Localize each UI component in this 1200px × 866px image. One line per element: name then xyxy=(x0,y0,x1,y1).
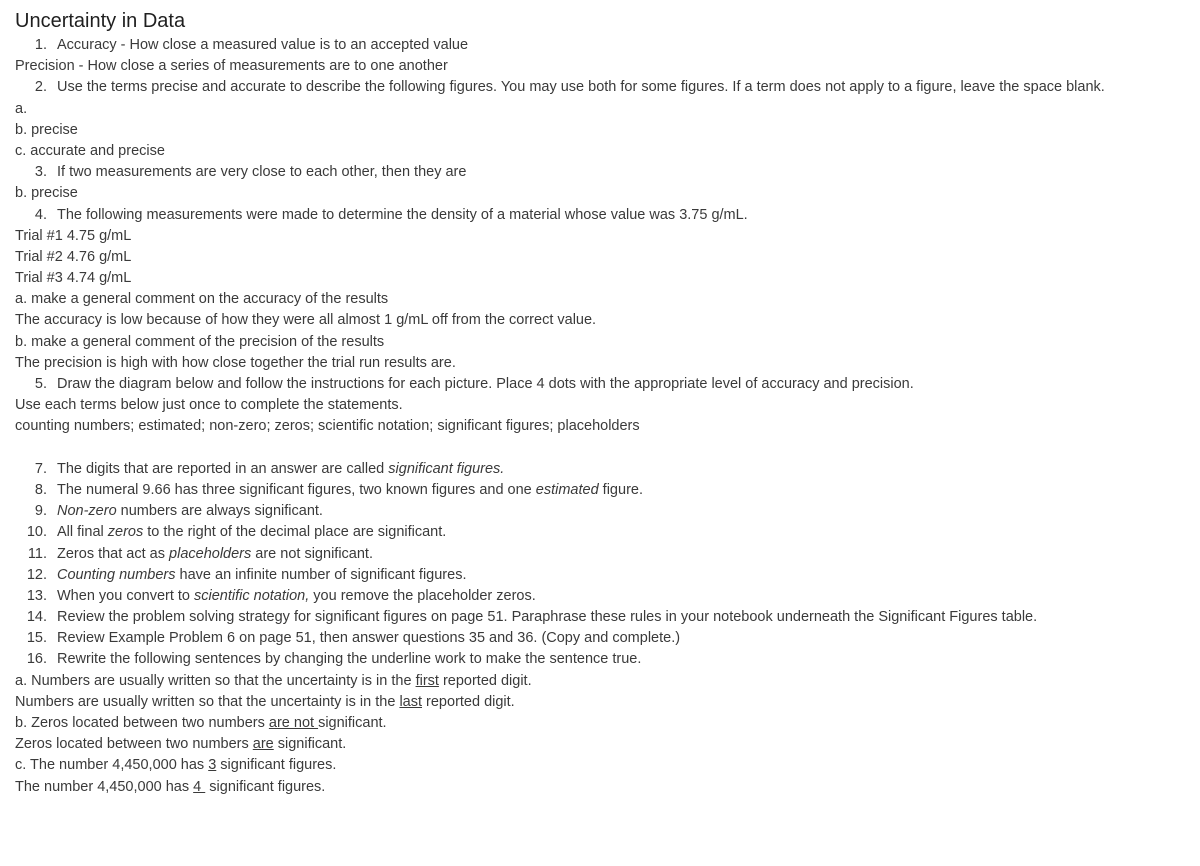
list-item-10: 10. All final zeros to the right of the decimal place are significant. xyxy=(26,524,447,541)
answer-line: a. xyxy=(15,100,28,117)
terms-list: counting numbers; estimated; non-zero; zeros; scientific notation; significant figures; placeholders xyxy=(15,418,640,435)
list-item-11: 11. Zeros that act as placeholders are not significant. xyxy=(27,545,373,562)
trial-line: Trial #1 4.75 g/mL xyxy=(15,227,132,244)
trial-line: Trial #2 4.76 g/mL xyxy=(15,248,132,265)
list-item-15: 15. Review Example Problem 6 on page 51, then answer questions 35 and 36. (Copy and complete.) xyxy=(26,630,681,647)
precision-definition: Precision - How close a series of measurements are to one another xyxy=(15,58,448,75)
list-item-2: 2. Use the terms precise and accurate to describe the following figures. You may use both for some figures. If a term does not apply to a figure, leave the space blank. xyxy=(34,79,1105,96)
question-line: a. make a general comment on the accuracy of the results xyxy=(15,291,389,308)
list-item-13: 13. When you convert to scientific notation, you remove the placeholder zeros. xyxy=(26,587,536,604)
question-line: a. Numbers are usually written so that the uncertainty is in the first reported digit. xyxy=(15,672,532,689)
answer-line: Numbers are usually written so that the uncertainty is in the last reported digit. xyxy=(15,693,515,710)
answer-line: c. accurate and precise xyxy=(15,142,165,159)
list-item-12: 12. Counting numbers have an infinite number of significant figures. xyxy=(26,566,467,583)
answer-line: The precision is high with how close together the trial run results are. xyxy=(15,354,456,371)
list-item-7: 7. The digits that are reported in an answer are called significant figures. xyxy=(34,460,505,477)
list-item-16: 16. Rewrite the following sentences by changing the underline work to make the sentence true. xyxy=(26,651,642,668)
list-item-4: 4. The following measurements were made to determine the density of a material whose value was 3.75 g/mL. xyxy=(34,206,748,223)
list-item-5: 5. Draw the diagram below and follow the instructions for each picture. Place 4 dots with the appropriate level of accuracy and precision. xyxy=(34,376,914,392)
answer-line: The number 4,450,000 has 4 significant figures. xyxy=(15,778,326,795)
answer-line: The accuracy is low because of how they were all almost 1 g/mL off from the correct value. xyxy=(15,312,597,329)
answer-line: b. precise xyxy=(15,185,78,202)
page-title: Uncertainty in Data xyxy=(15,10,186,32)
question-line: c. The number 4,450,000 has 3 significant figures. xyxy=(15,757,337,774)
list-item-8: 8. The numeral 9.66 has three significant figures, two known figures and one estimated figure. xyxy=(34,481,643,498)
list-item-9: 9. Non-zero numbers are always significant. xyxy=(34,503,323,520)
list-item-3: 3. If two measurements are very close to each other, then they are xyxy=(34,164,467,181)
list-item-1: 1. Accuracy - How close a measured value is to an accepted value xyxy=(34,37,469,53)
question-line: b. make a general comment of the precision of the results xyxy=(15,333,385,350)
trial-line: Trial #3 4.74 g/mL xyxy=(15,270,132,287)
list-item-14: 14. Review the problem solving strategy for significant figures on page 51. Paraphrase these rules in your notebook underneath the Significant Figures table. xyxy=(26,609,1038,626)
answer-line: Zeros located between two numbers are significant. xyxy=(15,736,347,753)
question-line: b. Zeros located between two numbers are not significant. xyxy=(15,715,387,731)
answer-line: b. precise xyxy=(15,121,78,138)
spacer xyxy=(15,438,1185,459)
terms-instruction: Use each terms below just once to complete the statements. xyxy=(15,397,403,414)
